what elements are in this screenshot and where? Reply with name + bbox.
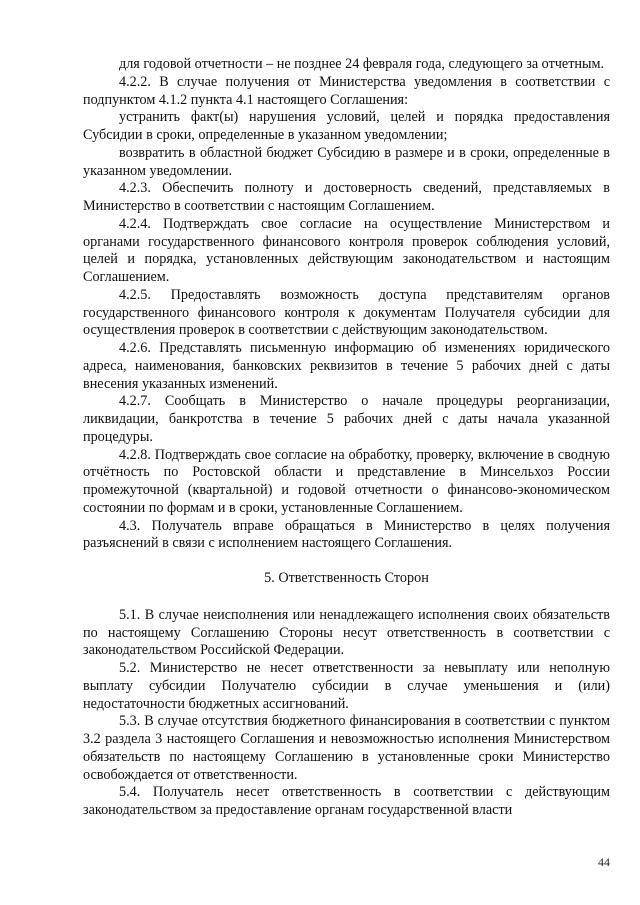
- section-heading: 5. Ответственность Сторон: [264, 570, 429, 586]
- paragraph-5-3: 5.3. В случае отсутствия бюджетного финансирования в соответствии с пунктом 3.2 раздела 3 настоящего Соглашения и невозможностью исполнения Министерством обязательств по настоящему Соглашению в установленные сроки Министерство освобождается от ответственности.: [83, 713, 610, 783]
- paragraph-4-3: 4.3. Получатель вправе обращаться в Министерство в целях получения разъяснений в связи с исполнением настоящего Соглашения.: [83, 517, 610, 552]
- paragraph-5-1: 5.1. В случае неисполнения или ненадлежащего исполнения своих обязательств по настоящему Соглашению Стороны несут ответственность в соответствии с законодательством Российской Федерации.: [83, 606, 610, 659]
- paragraph-4-2-2: 4.2.2. В случае получения от Министерства уведомления в соответствии с подпунктом 4.1.2 пункта 4.1 настоящего Соглашения:: [83, 73, 610, 108]
- paragraph-4-2-4: 4.2.4. Подтверждать свое согласие на осуществление Министерством и органами государственного финансового контроля проверок соблюдения условий, целей и порядка, установленных действующим законодательством и настоящим Соглашением.: [83, 215, 610, 285]
- paragraph-annual-reporting-deadline: для годовой отчетности – не позднее 24 февраля года, следующего за отчетным.: [119, 56, 605, 72]
- page-number: 44: [598, 855, 610, 869]
- paragraph-5-4: 5.4. Получатель несет ответственность в соответствии с действующим законодательством за предоставление органам государственной власти: [83, 784, 610, 818]
- paragraph-4-2-2-eliminate-violations: устранить факт(ы) нарушения условий, целей и порядка предоставления Субсидии в сроки, определенные в указанном уведомлении;: [83, 109, 610, 143]
- paragraph-4-2-7: 4.2.7. Сообщать в Министерство о начале процедуры реорганизации, ликвидации, банкротства в течение 5 рабочих дней с даты начала указанной процедуры.: [83, 393, 610, 445]
- paragraph-4-2-5: 4.2.5. Предоставлять возможность доступа представителям органов государственного финансового контроля к документам Получателя субсидии для осуществления проверок в соответствии с действующим законодательством.: [83, 286, 610, 339]
- paragraph-4-2-3: 4.2.3. Обеспечить полноту и достоверность сведений, представляемых в Министерство в соответствии с настоящим Соглашением.: [83, 180, 610, 214]
- paragraph-4-2-6: 4.2.6. Представлять письменную информацию об изменениях юридического адреса, наименования, банковских реквизитов в течение 5 рабочих дней с даты внесения указанных изменений.: [83, 340, 610, 392]
- paragraph-4-2-8: 4.2.8. Подтверждать свое согласие на обработку, проверку, включение в сводную отчётность по Ростовской области и представление в Минсельхоз России промежуточной (квартальной) и годовой отчетности о финансово-экономическом состоянии по формам и в сроки, установленные Соглашением.: [83, 446, 610, 516]
- document-page: [83, 56, 610, 820]
- paragraph-4-2-2-return-subsidy: возвратить в областной бюджет Субсидию в размере и в сроки, определенные в указанном уведомлении.: [83, 144, 610, 179]
- paragraph-5-2: 5.2. Министерство не несет ответственности за невыплату или неполную выплату субсидии Получателю субсидии в случае уменьшения и (или) недостаточности бюджетных ассигнований.: [83, 660, 610, 712]
